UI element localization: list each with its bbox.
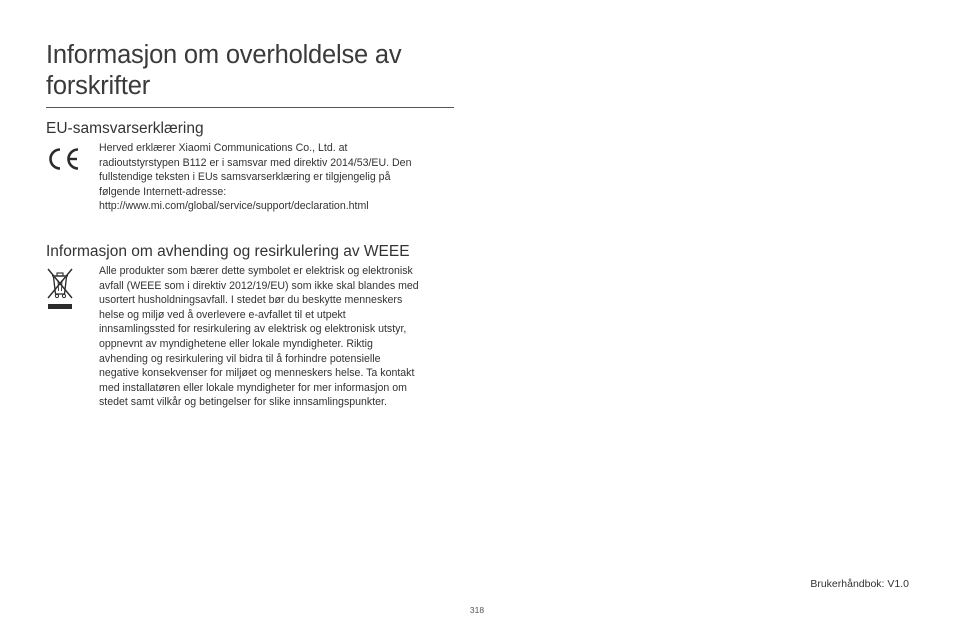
eu-declaration-heading: EU-samsvarserklæring [46, 120, 204, 137]
ce-mark-icon [47, 146, 81, 172]
page-number: 318 [469, 605, 485, 615]
page-title: Informasjon om overholdelse av forskrifter [46, 41, 402, 100]
manual-version-label: Brukerhåndbok: V1.0 [810, 578, 909, 590]
crossed-out-bin-icon [45, 266, 75, 312]
weee-heading: Informasjon om avhending og resirkulering av WEEE [46, 243, 410, 260]
title-divider [46, 107, 454, 108]
eu-declaration-text: Herved erklærer Xiaomi Communications Co., Ltd. at radioutstyrstypen B112 er i samsvar med direktiv 2014/53/EU. Den fullstendige teksten i EUs samsvarserklæring er tilgjengelig på følgende Internett-adresse: http://www.mi.com/global/service/support/declaration.html [99, 142, 412, 213]
weee-text: Alle produkter som bærer dette symbolet er elektrisk og elektronisk avfall (WEEE som i direktiv 2012/19/EU) som ikke skal blandes med usortert husholdningsavfall. I stedet bør du beskytte menneskers helse og miljø ved å overlevere e-avfallet til et utpekt innsamlingssted for resirkulering av elektrisk og elektronisk utstyr, oppnevnt av myndighetene eller lokale myndigheter. Riktig avhending og resirkulering vil bidra til å forhindre potensielle negative konsekvenser for miljøet og menneskers helse. Ta kontakt med installatøren eller lokale myndigheter for mer informasjon om stedet samt vilkår og betingelser for slike innsamlingspunkter. [99, 265, 419, 409]
